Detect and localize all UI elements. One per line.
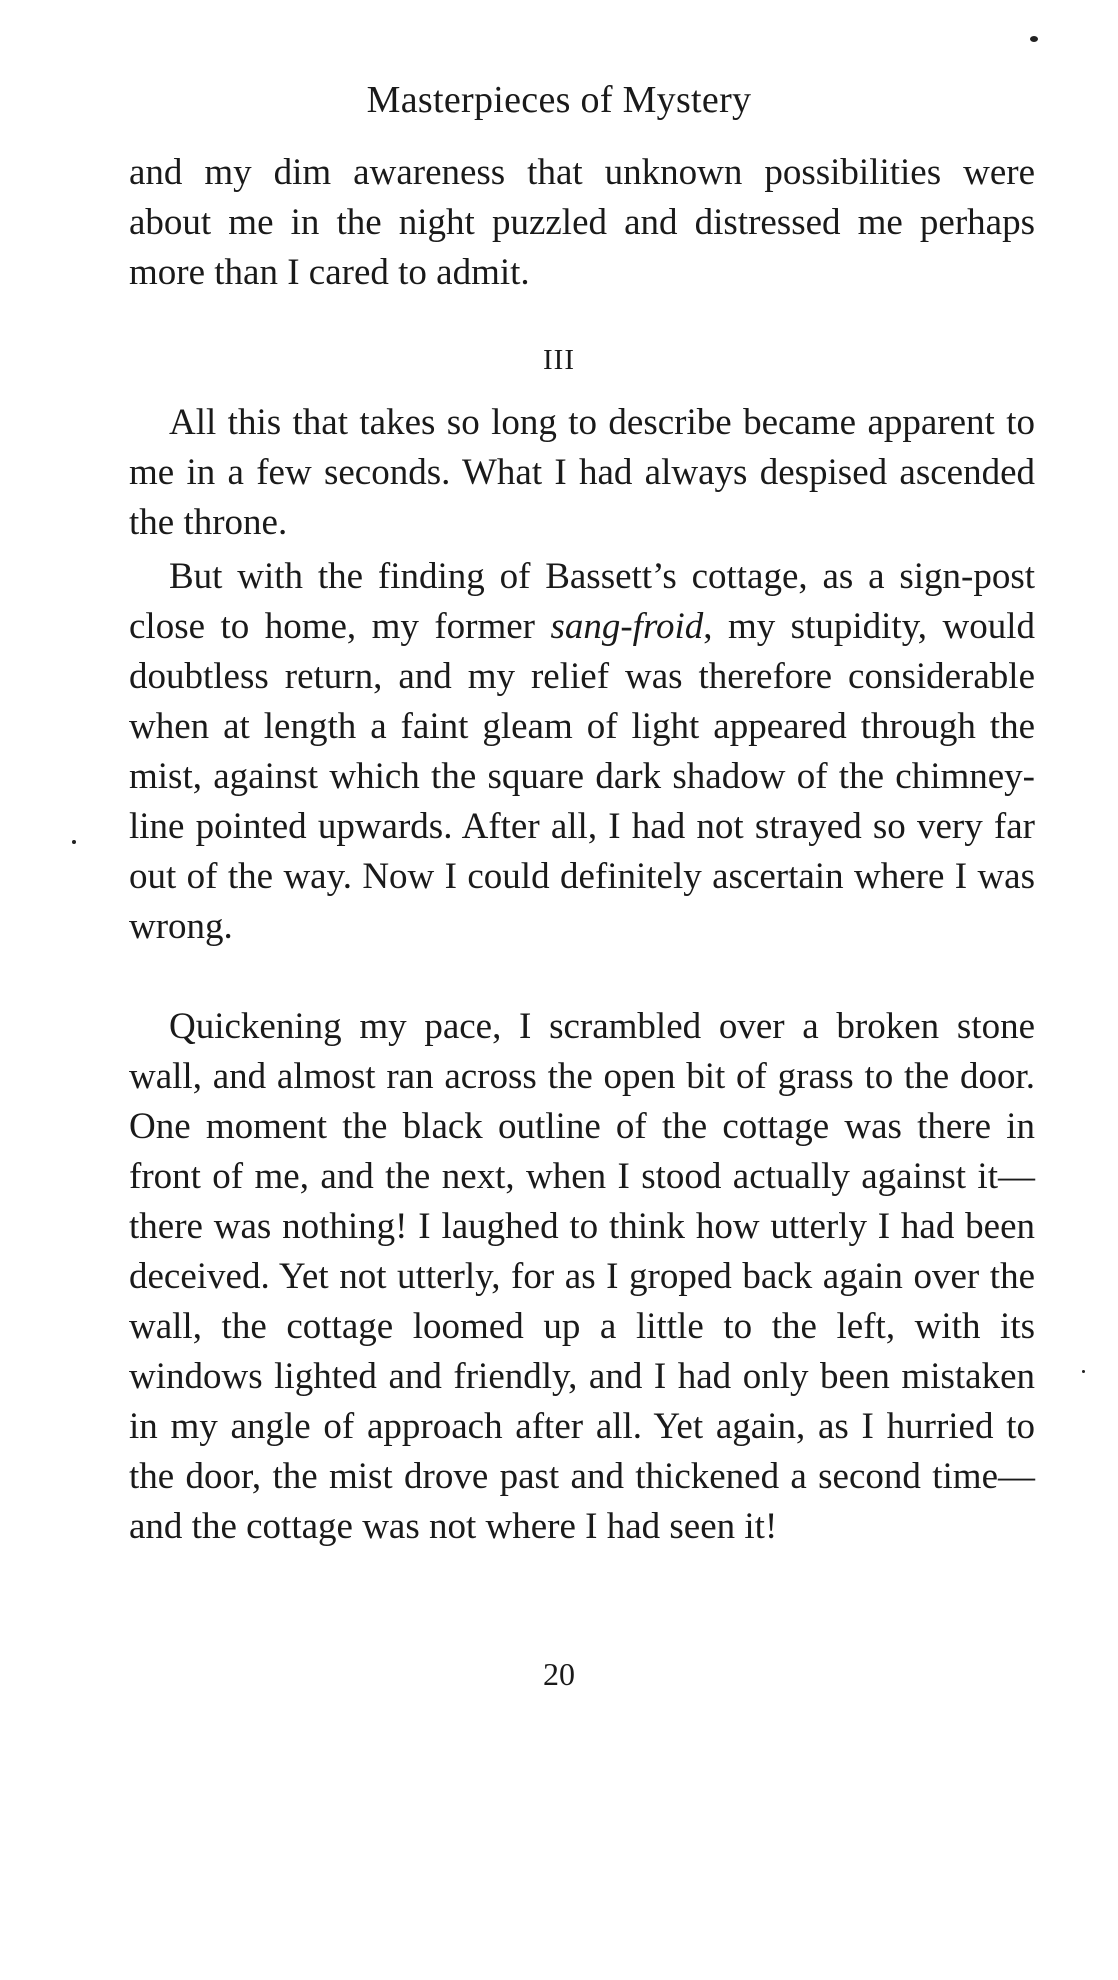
print-speck <box>1030 36 1038 42</box>
paragraph-text: and my dim awareness that unknown possibilities were about me in the night puzzled and distressed me perhaps more than I cared to admit. <box>129 152 1035 293</box>
paragraph <box>129 1002 1035 1552</box>
page-number: 20 <box>543 1656 575 1692</box>
print-speck <box>1082 1370 1085 1373</box>
paragraph-continuation <box>129 148 1035 298</box>
paragraph-text: Quickening my pace, I scrambled over a broken stone wall, and almost ran across the open bit of grass to the door. One moment the black outline of the cottage was there in front of me, and the next, when I stood actually against it—there was nothing! I laughed to think how utterly I had been deceived. Yet not utterly, for as I groped back again over the wall, the cottage loomed up a little to the left, with its windows lighted and friendly, and I had only been mistaken in my angle of approach after all. Yet again, as I hurried to the door, the mist drove past and thickened a second time—and the cottage was not where I had seen it! <box>129 1006 1035 1547</box>
section-number: III <box>543 344 575 376</box>
paragraph-text-after: , my stupidity, would doubtless return, and my relief was therefore considerable when at length a faint gleam of light appeared through the mist, against which the square dark shadow of the chimney-line pointed upwards. After all, I had not strayed so very far out of the way. Now I could definitely ascertain where I was wrong. <box>129 606 1035 947</box>
paragraph-text: All this that takes so long to describe became apparent to me in a few seconds. What I had always despised ascended the throne. <box>129 402 1035 543</box>
paragraph <box>129 552 1035 952</box>
paragraph-text-before: But with the finding of Bassett’s cottage, as a sign-post close to home, my former <box>129 556 1035 647</box>
paragraph-text <box>129 552 1035 952</box>
italic-phrase: sang-froid <box>550 606 704 647</box>
running-head: Masterpieces of Mystery <box>366 79 752 121</box>
paragraph <box>129 398 1035 548</box>
print-speck <box>72 840 76 844</box>
